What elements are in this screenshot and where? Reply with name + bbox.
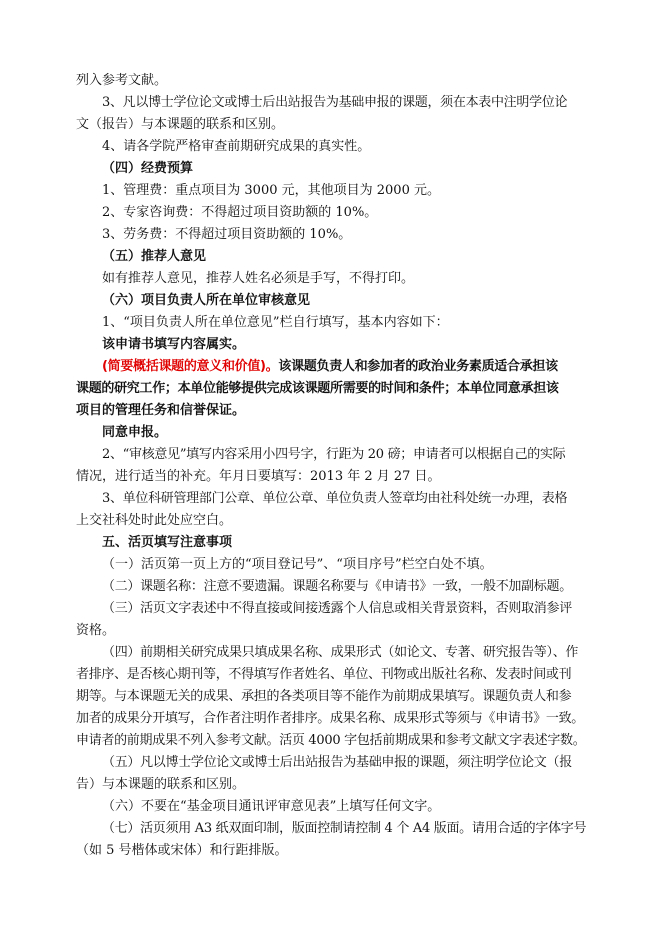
bold-text-line: 项目的管理任务和信誉保证。 (76, 403, 246, 418)
text-line: （如 5 号楷体或宋体）和行距排版。 (76, 843, 288, 858)
text-line: 列入参考文献。 (76, 73, 168, 88)
text-line: 情况，进行适当的补充。年月日要填写：2013 年 2 月 27 日。 (76, 469, 441, 484)
text-line: （一）活页第一页上方的“项目登记号”、“项目序号”栏空白处不填。 (102, 557, 493, 572)
text-line: （三）活页文字表述中不得直接或间接透露个人信息或相关背景资料，否则取消参评 (102, 601, 572, 616)
text-line: 期等。与本课题无关的成果、承担的各类项目等不能作为前期成果填写。课题负责人和参 (76, 689, 572, 704)
bold-text: 该课题负责人和参加者的政治业务素质适合承担该 (278, 359, 558, 374)
section-heading-recommender: （五）推荐人意见 (102, 249, 207, 264)
text-line: 如有推荐人意见，推荐人姓名必须是手写，不得打印。 (102, 271, 415, 286)
text-line: 3、单位科研管理部门公章、单位公章、单位负责人签章均由社科处统一办理，表格 (102, 491, 568, 506)
text-line: 者排序、是否核心期刊等，不得填写作者姓名、单位、刊物或出版社名称、发表时间或刊 (76, 667, 572, 682)
text-line: 1、“项目负责人所在单位意见”栏自行填写，基本内容如下： (102, 315, 449, 330)
text-line: （四）前期相关研究成果只填成果名称、成果形式（如论文、专著、研究报告等）、作 (102, 645, 579, 660)
bold-statement: 该申请书填写内容属实。 (102, 337, 246, 352)
text-line: 3、劳务费：不得超过项目资助额的 10%。 (102, 227, 352, 242)
text-line: 文（报告）与本课题的联系和区别。 (76, 117, 285, 132)
text-line: 资格。 (76, 623, 116, 638)
text-line: （七）活页须用 A3 纸双面印制，版面控制请控制 4 个 A4 版面。请用合适的字体字号 (102, 821, 587, 836)
red-emphasis-text: (简要概括课题的意义和价值)。 (102, 359, 279, 374)
text-line: （六）不要在“基金项目通讯评审意见表”上填写任何文字。 (102, 799, 441, 814)
text-line: 申请者的前期成果不列入参考文献。活页 4000 字包括前期成果和参考文献文字表述字数。 (76, 733, 586, 748)
text-line: （五）凡以博士学位论文或博士后出站报告为基础申报的课题，须注明学位论文（报 (102, 755, 572, 770)
text-line: 加者的成果分开填写，合作者注明作者排序。成果名称、成果形式等须与《申请书》一致。 (76, 711, 585, 726)
text-line: 2、专家咨询费：不得超过项目资助额的 10%。 (102, 205, 378, 220)
section-heading-unit-review: （六）项目负责人所在单位审核意见 (102, 293, 311, 308)
text-line: 3、凡以博士学位论文或博士后出站报告为基础申报的课题，须在本表中注明学位论 (102, 95, 568, 110)
text-line: （二）课题名称：注意不要遗漏。课题名称要与《申请书》一致，一般不加副标题。 (102, 579, 572, 594)
text-line: 2、“审核意见”填写内容采用小四号字，行距为 20 磅；申请者可以根据自己的实际 (102, 447, 566, 462)
bold-text-line: 课题的研究工作；本单位能够提供完成该课题所需要的时间和条件；本单位同意承担该 (76, 381, 559, 396)
mixed-line (76, 356, 596, 378)
text-line: 1、管理费：重点项目为 3000 元，其他项目为 2000 元。 (102, 183, 440, 198)
section-heading-budget: （四）经费预算 (102, 161, 194, 176)
text-line: 告）与本课题的联系和区别。 (76, 777, 246, 792)
text-line: 4、请各学院严格审查前期研究成果的真实性。 (102, 139, 371, 154)
text-line: 上交社科处时此处应空白。 (76, 513, 233, 528)
document-page (76, 70, 596, 862)
section-heading-loose-leaf: 五、活页填写注意事项 (102, 535, 233, 550)
bold-statement: 同意申报。 (102, 425, 168, 440)
